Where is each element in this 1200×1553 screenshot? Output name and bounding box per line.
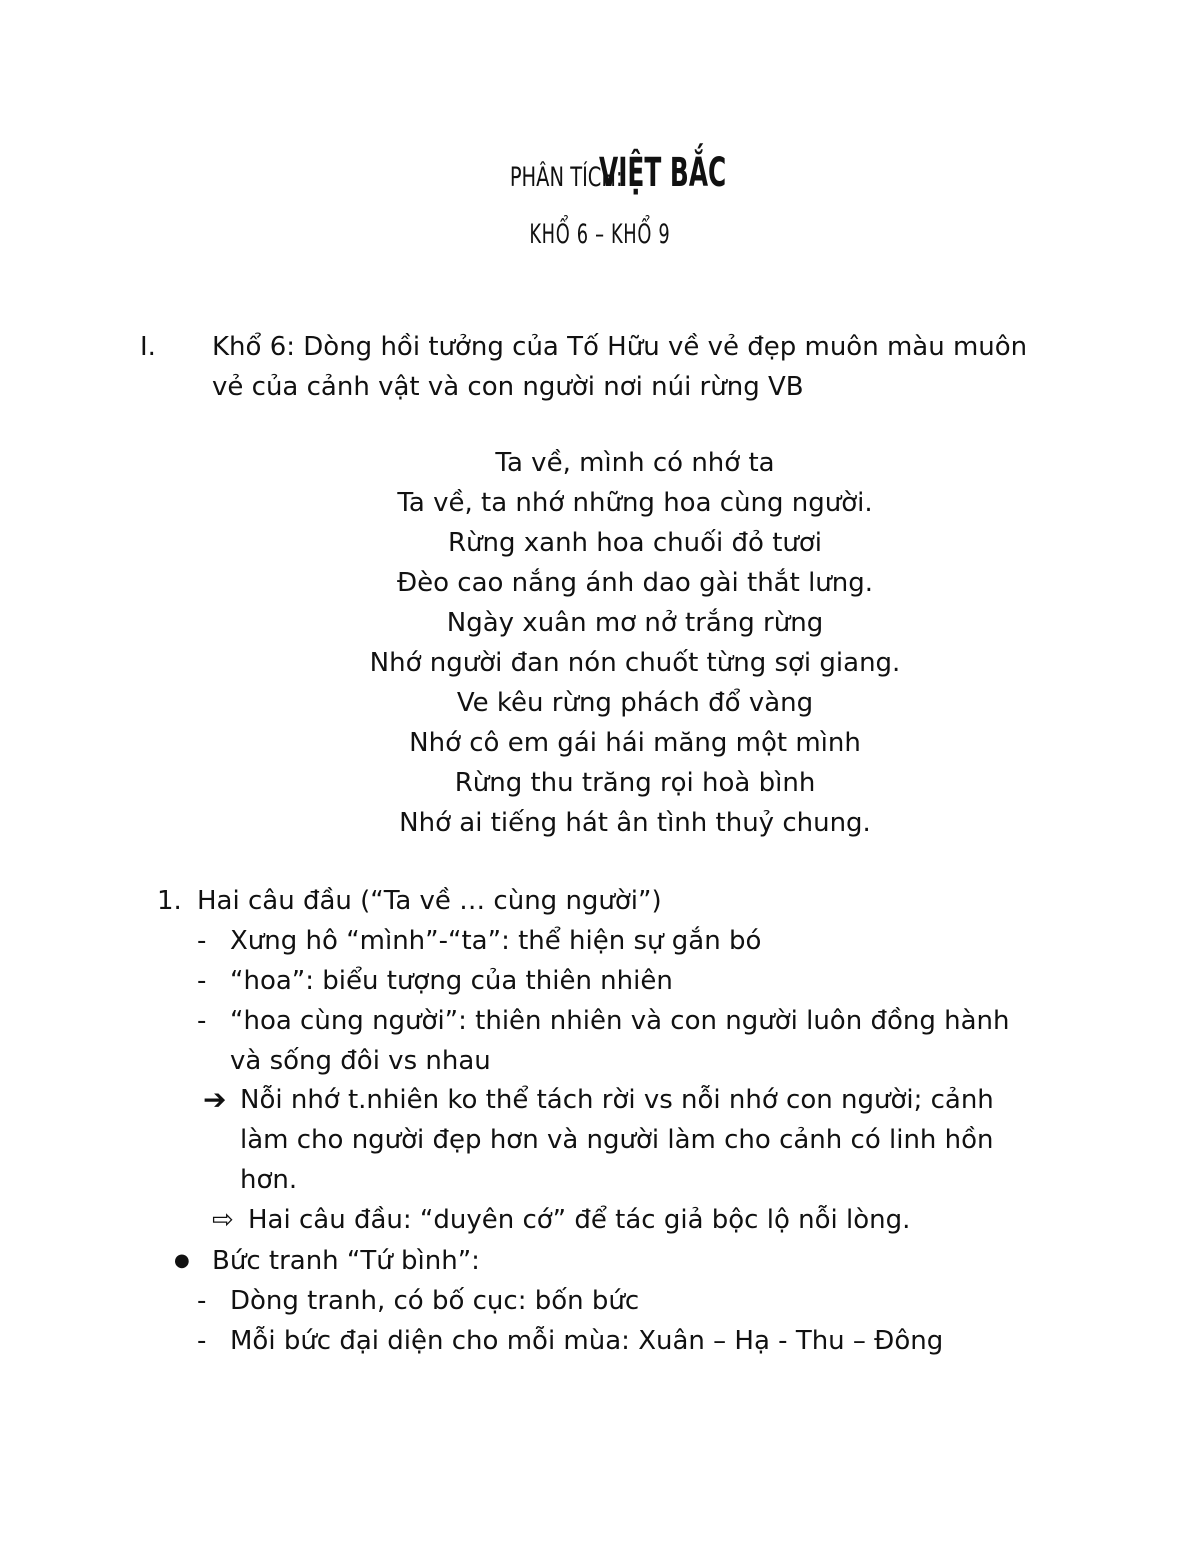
- bullet-dot-icon: ●: [174, 1250, 190, 1271]
- subtitle-text: KHỔ 6 – KHỔ 9: [529, 219, 671, 250]
- bullet-text: “hoa”: biểu tượng của thiên nhiên: [230, 966, 673, 996]
- item-number: 1.: [157, 886, 182, 916]
- bullet-text: “hoa cùng người”: thiên nhiên và con người luôn đồng hành: [230, 1006, 1010, 1036]
- poem-line: Nhớ người đan nón chuốt từng sợi giang.: [369, 648, 901, 678]
- section-heading-line: vẻ của cảnh vật và con người nơi núi rừng VB: [212, 372, 804, 402]
- section-heading: [212, 327, 1072, 407]
- conclusion-text: Hai câu đầu: “duyên cớ” để tác giả bộc lộ nỗi lòng.: [248, 1205, 911, 1235]
- dash-marker: -: [197, 1286, 207, 1316]
- arrow-right-icon: ➔: [203, 1083, 227, 1116]
- document-title: [0, 148, 1200, 206]
- picture-point: Dòng tranh, có bố cục: bốn bức: [230, 1286, 640, 1316]
- dash-marker: -: [197, 1326, 207, 1356]
- poem-line: Ve kêu rừng phách đổ vàng: [456, 688, 814, 718]
- poem-line: Đèo cao nắng ánh dao gài thắt lưng.: [396, 568, 874, 598]
- dash-marker: -: [197, 926, 207, 956]
- dash-marker: -: [197, 966, 207, 996]
- picture-point: Mỗi bức đại diện cho mỗi mùa: Xuân – Hạ - Thu – Đông: [230, 1326, 944, 1356]
- poem-line: Ngày xuân mơ nở trắng rừng: [446, 608, 824, 638]
- title-main: VIỆT BẮC: [599, 150, 727, 196]
- picture-title: Bức tranh “Tứ bình”:: [212, 1246, 480, 1276]
- arrow-text: làm cho người đẹp hơn và người làm cho cảnh có linh hồn: [240, 1125, 994, 1155]
- item-title: Hai câu đầu (“Ta về … cùng người”): [197, 886, 662, 916]
- poem-line: Ta về, ta nhớ những hoa cùng người.: [397, 488, 873, 518]
- arrow-text: Nỗi nhớ t.nhiên ko thể tách rời vs nỗi nhớ con người; cảnh: [240, 1085, 994, 1115]
- arrow-text: hơn.: [240, 1165, 298, 1195]
- outline-arrow-icon: ⇨: [212, 1205, 234, 1235]
- dash-marker: -: [197, 1006, 207, 1036]
- section-heading-line: Khổ 6: Dòng hồi tưởng của Tố Hữu về vẻ đẹp muôn màu muôn: [212, 332, 1028, 362]
- bullet-text: Xưng hô “mình”-“ta”: thể hiện sự gắn bó: [230, 926, 762, 956]
- title-prefix: PHÂN TÍCH:: [509, 162, 623, 193]
- section-numeral: I.: [140, 332, 156, 362]
- bullet-text-continued: và sống đôi vs nhau: [230, 1046, 491, 1076]
- poem-line: Nhớ cô em gái hái măng một mình: [409, 728, 861, 758]
- poem-line: Nhớ ai tiếng hát ân tình thuỷ chung.: [399, 808, 871, 838]
- poem-block: [0, 443, 1200, 843]
- poem-line: Rừng thu trăng rọi hoà bình: [454, 768, 816, 798]
- document-subtitle: [0, 213, 1200, 257]
- poem-line: Ta về, mình có nhớ ta: [495, 448, 775, 478]
- poem-line: Rừng xanh hoa chuối đỏ tươi: [447, 528, 823, 558]
